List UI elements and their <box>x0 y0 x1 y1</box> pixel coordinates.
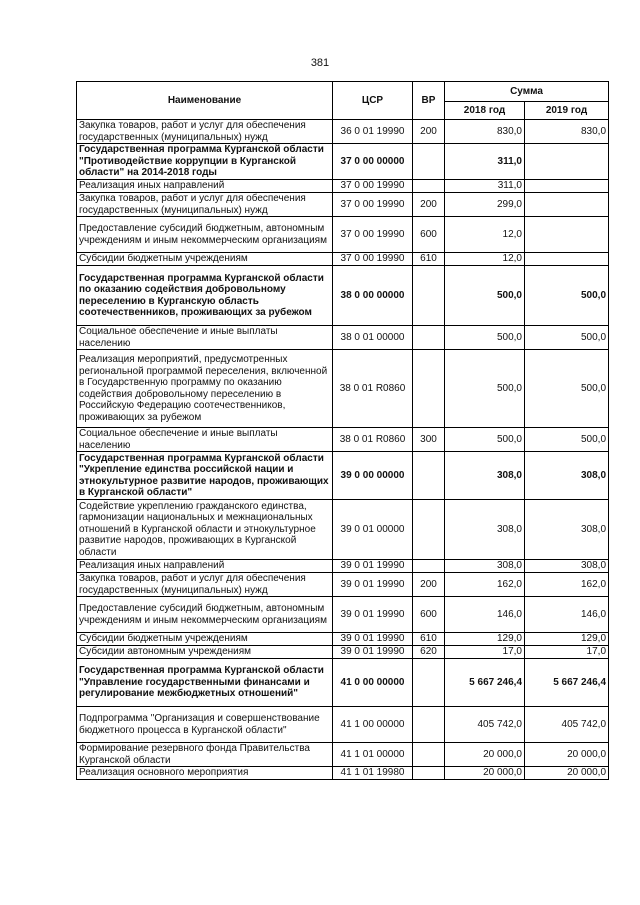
row-sum-2018: 500,0 <box>445 428 525 452</box>
table-row <box>77 326 609 350</box>
row-vr: 610 <box>413 633 445 646</box>
header-csr: ЦСР <box>333 82 413 120</box>
header-name: Наименование <box>77 82 333 120</box>
row-csr: 39 0 01 19990 <box>333 597 413 633</box>
table-row <box>77 452 609 500</box>
row-name: Государственная программа Курганской области "Управление государственными финансами и регулирование межбюджетных отношений" <box>77 659 333 707</box>
row-sum-2019: 308,0 <box>525 560 609 573</box>
row-sum-2019 <box>525 253 609 266</box>
row-name: Закупка товаров, работ и услуг для обеспечения государственных (муниципальных) нужд <box>77 120 333 144</box>
row-sum-2019: 146,0 <box>525 597 609 633</box>
row-csr: 39 0 01 19990 <box>333 573 413 597</box>
row-sum-2019 <box>525 180 609 193</box>
row-vr: 600 <box>413 597 445 633</box>
row-name: Закупка товаров, работ и услуг для обеспечения государственных (муниципальных) нужд <box>77 573 333 597</box>
row-vr <box>413 350 445 428</box>
row-sum-2019 <box>525 217 609 253</box>
row-csr: 41 1 01 00000 <box>333 743 413 767</box>
header-2019: 2019 год <box>525 102 609 120</box>
row-sum-2018: 12,0 <box>445 217 525 253</box>
row-sum-2018: 299,0 <box>445 193 525 217</box>
row-name: Субсидии бюджетным учреждениям <box>77 633 333 646</box>
header-sum: Сумма <box>445 82 609 102</box>
row-sum-2019: 308,0 <box>525 500 609 560</box>
row-vr: 610 <box>413 253 445 266</box>
row-name: Предоставление субсидий бюджетным, автономным учреждениям и иным некоммерческим организациям <box>77 217 333 253</box>
row-sum-2018: 129,0 <box>445 633 525 646</box>
row-sum-2019: 500,0 <box>525 350 609 428</box>
row-csr: 37 0 00 19990 <box>333 193 413 217</box>
row-name: Государственная программа Курганской области "Укрепление единства российской нации и этнокультурное развитие народов, проживающих в Курганской области" <box>77 452 333 500</box>
table-row <box>77 646 609 659</box>
row-name: Содействие укреплению гражданского единства, гармонизации национальных и межнациональных отношений в Курганской области и этнокультурное развитие народов, проживающих в Курганской области <box>77 500 333 560</box>
row-name: Реализация иных направлений <box>77 180 333 193</box>
table-body <box>77 120 609 780</box>
row-csr: 37 0 00 19990 <box>333 217 413 253</box>
row-sum-2019: 20 000,0 <box>525 743 609 767</box>
row-sum-2019 <box>525 193 609 217</box>
row-vr <box>413 500 445 560</box>
table-row <box>77 350 609 428</box>
table-row <box>77 180 609 193</box>
row-name: Субсидии автономным учреждениям <box>77 646 333 659</box>
row-name: Реализация основного мероприятия <box>77 767 333 780</box>
row-csr: 38 0 01 R0860 <box>333 350 413 428</box>
row-sum-2018: 830,0 <box>445 120 525 144</box>
table-row <box>77 120 609 144</box>
row-sum-2019: 129,0 <box>525 633 609 646</box>
row-sum-2018: 405 742,0 <box>445 707 525 743</box>
row-csr: 41 1 01 19980 <box>333 767 413 780</box>
budget-table <box>76 81 609 780</box>
row-sum-2019 <box>525 144 609 180</box>
row-name: Государственная программа Курганской области по оказанию содействия добровольному переселению в Курганскую область соотечественников, проживающих за рубежом <box>77 266 333 326</box>
row-name: Социальное обеспечение и иные выплаты населению <box>77 428 333 452</box>
row-vr: 200 <box>413 120 445 144</box>
row-sum-2018: 311,0 <box>445 180 525 193</box>
row-name: Реализация иных направлений <box>77 560 333 573</box>
row-sum-2019: 830,0 <box>525 120 609 144</box>
row-csr: 39 0 01 19990 <box>333 633 413 646</box>
table-row <box>77 633 609 646</box>
row-name: Социальное обеспечение и иные выплаты населению <box>77 326 333 350</box>
table-row <box>77 573 609 597</box>
row-name: Субсидии бюджетным учреждениям <box>77 253 333 266</box>
row-sum-2019: 20 000,0 <box>525 767 609 780</box>
table-row <box>77 560 609 573</box>
row-csr: 39 0 01 19990 <box>333 560 413 573</box>
row-sum-2019: 162,0 <box>525 573 609 597</box>
row-sum-2018: 500,0 <box>445 350 525 428</box>
row-sum-2019: 17,0 <box>525 646 609 659</box>
table-row <box>77 253 609 266</box>
table-row <box>77 428 609 452</box>
row-sum-2019: 500,0 <box>525 266 609 326</box>
row-vr <box>413 560 445 573</box>
row-name: Реализация мероприятий, предусмотренных региональной программой переселения, включенной в Государственную программу по оказанию содействия добровольному переселению в Российскую Федерацию соотечественников, проживающих за рубежом <box>77 350 333 428</box>
row-name: Формирование резервного фонда Правительства Курганской области <box>77 743 333 767</box>
row-csr: 36 0 01 19990 <box>333 120 413 144</box>
row-vr <box>413 707 445 743</box>
row-sum-2018: 308,0 <box>445 452 525 500</box>
table-row <box>77 193 609 217</box>
row-csr: 37 0 00 19990 <box>333 253 413 266</box>
row-csr: 38 0 01 R0860 <box>333 428 413 452</box>
row-csr: 37 0 00 19990 <box>333 180 413 193</box>
table-row <box>77 500 609 560</box>
table-row <box>77 707 609 743</box>
row-vr <box>413 326 445 350</box>
row-sum-2018: 12,0 <box>445 253 525 266</box>
row-csr: 41 1 00 00000 <box>333 707 413 743</box>
row-csr: 38 0 00 00000 <box>333 266 413 326</box>
row-vr <box>413 767 445 780</box>
row-name: Государственная программа Курганской области "Противодействие коррупции в Курганской области" на 2014-2018 годы <box>77 144 333 180</box>
row-sum-2019: 405 742,0 <box>525 707 609 743</box>
row-sum-2018: 20 000,0 <box>445 767 525 780</box>
row-sum-2019: 500,0 <box>525 326 609 350</box>
table-row <box>77 659 609 707</box>
row-sum-2019: 500,0 <box>525 428 609 452</box>
row-name: Предоставление субсидий бюджетным, автономным учреждениям и иным некоммерческим организациям <box>77 597 333 633</box>
row-csr: 38 0 01 00000 <box>333 326 413 350</box>
row-sum-2019: 308,0 <box>525 452 609 500</box>
row-csr: 37 0 00 00000 <box>333 144 413 180</box>
row-csr: 39 0 01 19990 <box>333 646 413 659</box>
table-row <box>77 767 609 780</box>
row-vr <box>413 144 445 180</box>
row-vr: 600 <box>413 217 445 253</box>
row-sum-2018: 5 667 246,4 <box>445 659 525 707</box>
row-csr: 39 0 00 00000 <box>333 452 413 500</box>
row-vr <box>413 659 445 707</box>
row-vr: 620 <box>413 646 445 659</box>
row-vr <box>413 452 445 500</box>
header-vr: ВР <box>413 82 445 120</box>
row-sum-2018: 17,0 <box>445 646 525 659</box>
row-sum-2018: 500,0 <box>445 266 525 326</box>
row-sum-2018: 146,0 <box>445 597 525 633</box>
table-row <box>77 743 609 767</box>
row-vr: 200 <box>413 193 445 217</box>
row-name: Подпрограмма "Организация и совершенствование бюджетного процесса в Курганской области" <box>77 707 333 743</box>
row-sum-2018: 20 000,0 <box>445 743 525 767</box>
table-row <box>77 217 609 253</box>
row-csr: 39 0 01 00000 <box>333 500 413 560</box>
row-sum-2018: 500,0 <box>445 326 525 350</box>
table-row <box>77 144 609 180</box>
table-row <box>77 597 609 633</box>
row-sum-2018: 308,0 <box>445 500 525 560</box>
row-sum-2018: 162,0 <box>445 573 525 597</box>
row-csr: 41 0 00 00000 <box>333 659 413 707</box>
row-sum-2018: 308,0 <box>445 560 525 573</box>
page-number: 381 <box>310 57 330 69</box>
row-vr: 300 <box>413 428 445 452</box>
row-sum-2018: 311,0 <box>445 144 525 180</box>
row-sum-2019: 5 667 246,4 <box>525 659 609 707</box>
header-2018: 2018 год <box>445 102 525 120</box>
row-vr <box>413 180 445 193</box>
row-vr <box>413 266 445 326</box>
table-row <box>77 266 609 326</box>
row-vr: 200 <box>413 573 445 597</box>
row-vr <box>413 743 445 767</box>
row-name: Закупка товаров, работ и услуг для обеспечения государственных (муниципальных) нужд <box>77 193 333 217</box>
